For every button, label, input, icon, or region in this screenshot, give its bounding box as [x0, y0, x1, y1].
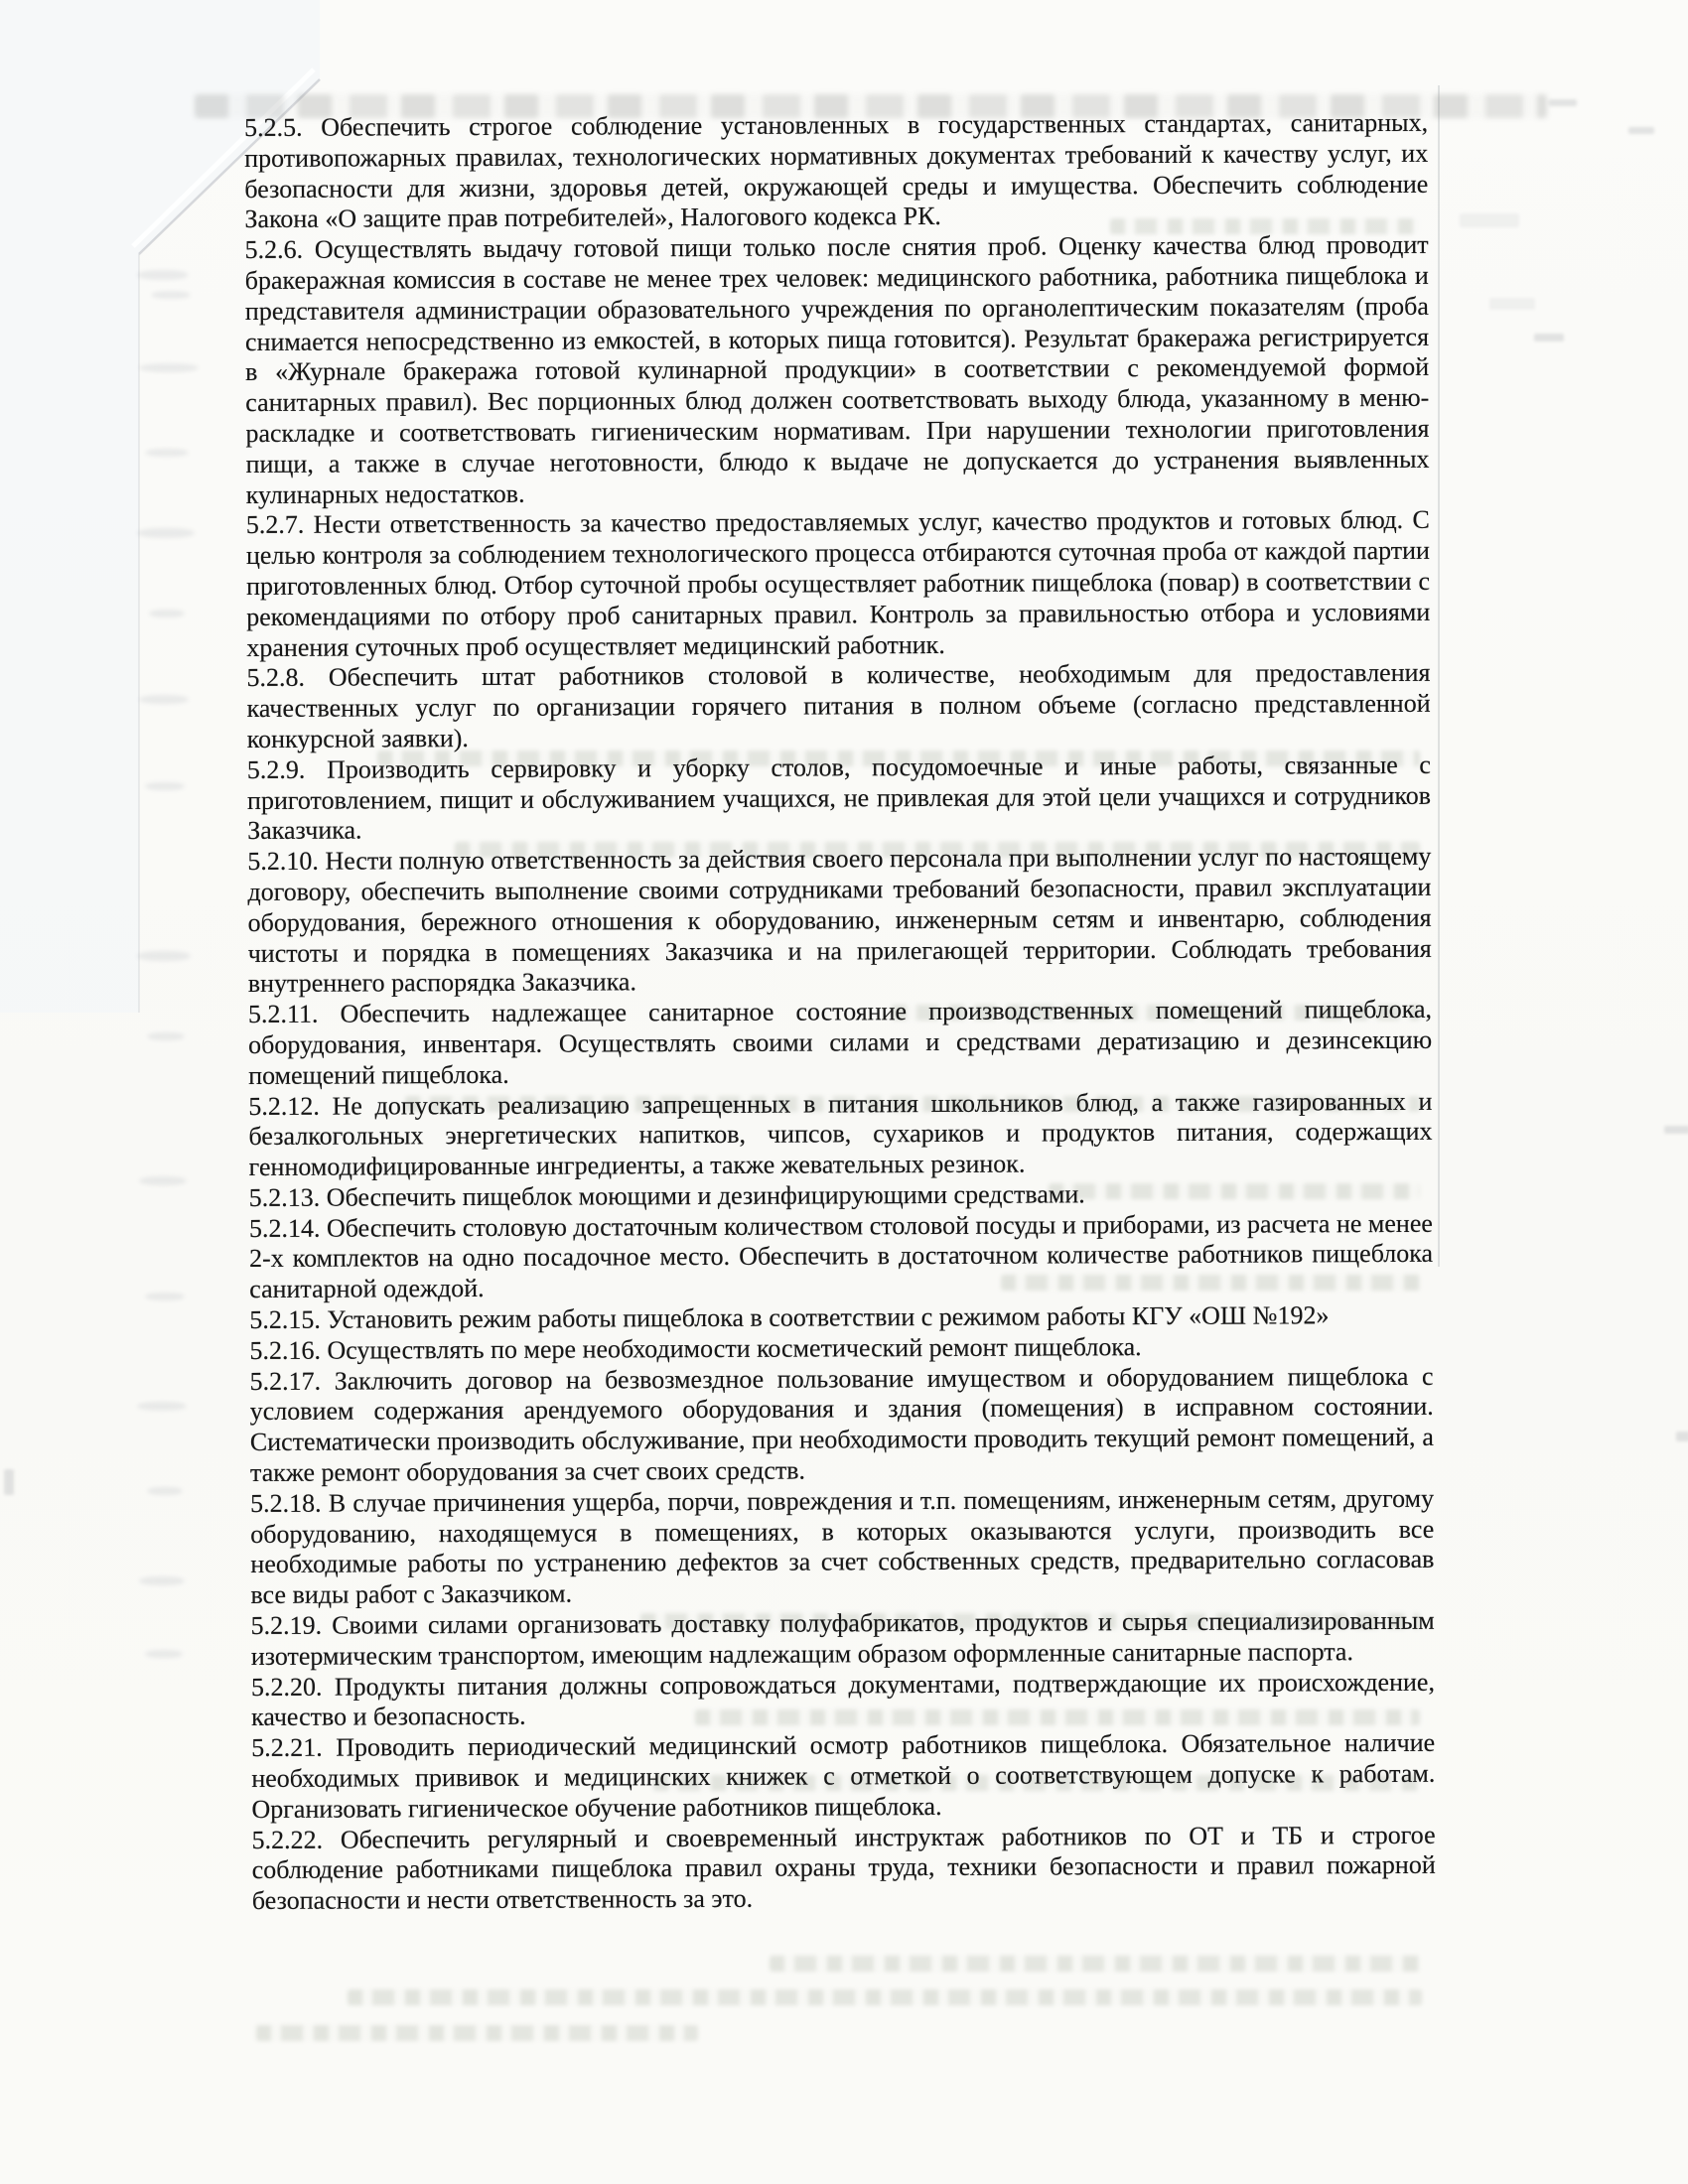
scan-smudge	[137, 528, 195, 538]
scan-noise-mark	[1489, 298, 1535, 310]
scan-smudge	[145, 782, 185, 790]
clause-number: 5.2.16.	[249, 1335, 322, 1365]
clause-5-2-9	[247, 751, 1431, 848]
clause-text: Обеспечить надлежащее санитарное состояние производственных помещений пищеблока, оборудования, инвентаря. Осуществлять своими силами и средствами дератизацию и дезинсекцию помещений пищеблока.	[248, 994, 1433, 1090]
clause-5-2-6	[245, 230, 1430, 510]
clause-5-2-8	[246, 658, 1430, 755]
clause-text: Не допускать реализацию запрещенных в питания школьников блюд, а также газированных и безалкогольных энергетических напитков, чипсов, сухариков и продуктов питания, содержащих генномодифицированные ингредиенты, а также жевательных резинок.	[248, 1086, 1433, 1182]
scan-smudge	[147, 1032, 185, 1040]
bleed-through-line	[256, 2025, 698, 2041]
clause-text: Осуществлять выдачу готовой пищи только после снятия проб. Оценку качества блюд проводит бракеражная комиссия в составе не менее трех человек: медицинского работника, работника пищеблока и представителя администрации образовательного учреждения по органолептическим показателям (проба снимается непосредственно из емкостей, в которых пища готовится). Результат бракеража регистрируется в «Журнале бракеража готовой кулинарной продукции» в соответствии с рекомендуемой формой санитарных правил). Вес порционных блюд должен соответствовать выходу блюда, указанному в меню-раскладке и соответствовать гигиеническим нормативам. При нарушении технологии приготовления пищи, а также в случае неготовности, блюдо к выдаче не допускается до устранения выявленных кулинарных недостатков.	[244, 229, 1430, 509]
clause-text: Обеспечить пищеблок моющими и дезинфицирующими средствами.	[326, 1179, 1085, 1212]
scan-noise-mark	[1664, 1126, 1688, 1134]
clause-number: 5.2.6.	[244, 234, 304, 265]
clause-text: Проводить периодический медицинский осмотр работников пищеблока. Обязательное наличие необходимых прививок и медицинских книжек с отметкой о соответствующем допуске к работам. Организовать гигиеническое обучение работников пищеблока.	[251, 1728, 1436, 1824]
scan-smudge	[149, 610, 185, 617]
scan-smudge	[145, 1293, 185, 1300]
scan-noise-mark	[1549, 99, 1577, 106]
scan-smudge	[139, 695, 189, 704]
clause-number: 5.2.8.	[246, 663, 306, 693]
clause-5-2-7	[246, 505, 1431, 663]
clause-number: 5.2.11.	[247, 999, 319, 1029]
clause-number: 5.2.9.	[246, 754, 306, 784]
clause-number: 5.2.21.	[251, 1732, 323, 1763]
clause-5-2-11	[248, 995, 1432, 1092]
clause-5-2-5	[244, 108, 1429, 235]
clause-number: 5.2.7.	[245, 510, 305, 540]
clause-text: Обеспечить регулярный и своевременный инструктаж работников по ОТ и ТБ и строгое соблюдение работниками пищеблока правил охраны труда, техники безопасности и правил пожарной безопасности и нести ответственность за это.	[251, 1820, 1436, 1916]
clause-number: 5.2.22.	[251, 1825, 324, 1854]
scan-smudge	[139, 363, 199, 372]
clause-5-2-10	[247, 842, 1432, 1000]
clause-text: Нести полную ответственность за действия своего персонала при выполнении услуг по настоящему договору, обеспечить выполнение своими сотрудниками требований безопасности, правил эксплуатации оборудования, бережного отношения к оборудованию, инженерным сетям и инвентарю, соблюдения чистоты и порядка в помещениях Заказчика и на прилегающей территории. Соблюдать требования внутреннего распорядка Заказчика.	[247, 841, 1432, 999]
clause-text: Заключить договор на безвозмездное пользование имуществом и оборудованием пищеблока с условием содержания арендуемого оборудования и здания (помещения) в исправном состоянии. Систематически производить обслуживание, при необходимости проводить текущий ремонт помещений, а также ремонт оборудования за счет своих средств.	[249, 1361, 1434, 1488]
clause-5-2-15	[249, 1300, 1433, 1336]
scan-noise-mark	[1628, 127, 1654, 134]
clause-text: Установить режим работы пищеблока в соответствии с режимом работы КГУ «ОШ №192»	[327, 1300, 1330, 1334]
clause-text: Производить сервировку и уборку столов, посудомоечные и иные работы, связанные с приготовлением, пищит и обслуживанием учащихся, не привлекая для этой цели учащихся и сотрудников Заказчика.	[246, 750, 1432, 846]
clause-number: 5.2.20.	[250, 1672, 323, 1702]
clause-5-2-12	[248, 1086, 1432, 1183]
bleed-through-line	[348, 1989, 1422, 2005]
clause-5-2-18	[250, 1484, 1435, 1611]
clause-number: 5.2.15.	[249, 1304, 321, 1335]
clause-number: 5.2.14.	[248, 1213, 321, 1243]
clause-number: 5.2.10.	[247, 846, 319, 877]
clause-text: Продукты питания должны сопровождаться документами, подтверждающие их происхождение, качество и безопасность.	[250, 1667, 1435, 1732]
scan-smudge	[137, 1402, 187, 1411]
scan-smudge	[137, 951, 191, 961]
scan-smudge	[145, 1650, 183, 1658]
clause-text: Обеспечить строгое соблюдение установленных в государственных стандартах, санитарных, противопожарных правилах, технологических нормативных документах требований к качеству услуг, их безопасности для жизни, здоровья детей, окружающей среды и имущества. Обеспечить соблюдение Закона «О защите прав потребителей», Налогового кодекса РК.	[244, 107, 1429, 234]
clause-number: 5.2.18.	[250, 1488, 322, 1518]
clause-number: 5.2.17.	[249, 1366, 322, 1396]
scan-smudge	[151, 291, 191, 299]
contract-clauses-section	[244, 108, 1436, 1917]
scan-smudge	[145, 449, 189, 457]
clause-number: 5.2.12.	[248, 1091, 320, 1121]
scan-noise-mark	[1676, 1432, 1688, 1441]
bleed-through-line	[770, 1956, 1420, 1972]
clause-text: Нести ответственность за качество предоставляемых услуг, качество продуктов и готовых блюд. С целью контроля за соблюдением технологического процесса отбираются суточная проба от каждой партии приготовленных блюд. Отбор суточной пробы осуществляет работник пищеблока (повар) в соответствии с рекомендациями по отбору проб санитарных правил. Контроль за правильностью отбора и условиями хранения суточных проб осуществляет медицинский работник.	[245, 505, 1431, 662]
clause-text: Своими силами организовать доставку полуфабрикатов, продуктов и сырья специализированным изотермическим транспортом, имеющим надлежащим образом оформленные санитарные паспорта.	[250, 1605, 1435, 1671]
scan-noise-mark	[4, 1469, 14, 1495]
clause-5-2-20	[251, 1667, 1435, 1733]
clause-5-2-14	[249, 1208, 1433, 1305]
clause-number: 5.2.5.	[244, 112, 303, 142]
clause-text: Обеспечить столовую достаточным количеством столовой посуды и приборами, из расчета не менее 2-х комплектов на одно посадочное место. Обеспечить в достаточном количестве работников пищеблока санитарной одеждой.	[248, 1208, 1434, 1304]
scan-smudge	[147, 1487, 183, 1495]
clause-number: 5.2.13.	[248, 1182, 321, 1212]
clause-5-2-22	[252, 1820, 1436, 1917]
clause-number: 5.2.19.	[250, 1610, 323, 1641]
clause-5-2-17	[250, 1361, 1435, 1488]
clause-5-2-19	[251, 1606, 1435, 1673]
scan-smudge	[139, 1576, 185, 1585]
clause-text: Осуществлять по мере необходимости косметический ремонт пищеблока.	[327, 1331, 1142, 1365]
scan-noise-mark	[1534, 334, 1564, 341]
clause-text: В случае причинения ущерба, порчи, повреждения и т.п. помещениям, инженерным сетям, другому оборудованию, находящемуся в помещениях, в которых оказываются услуги, производить все необходимые работы по устранению дефектов за счет собственных средств, предварительно согласовав все виды работ с Заказчиком.	[250, 1483, 1435, 1610]
clause-text: Обеспечить штат работников столовой в количестве, необходимым для предоставления качественных услуг по организации горячего питания в полном объеме (согласно представленной конкурсной заявки).	[246, 658, 1431, 753]
scan-noise-mark	[1460, 213, 1519, 227]
paper-crease-line	[1438, 85, 1440, 1267]
scan-smudge	[137, 270, 189, 280]
scan-smudge	[139, 1176, 187, 1185]
clause-5-2-21	[251, 1728, 1435, 1826]
